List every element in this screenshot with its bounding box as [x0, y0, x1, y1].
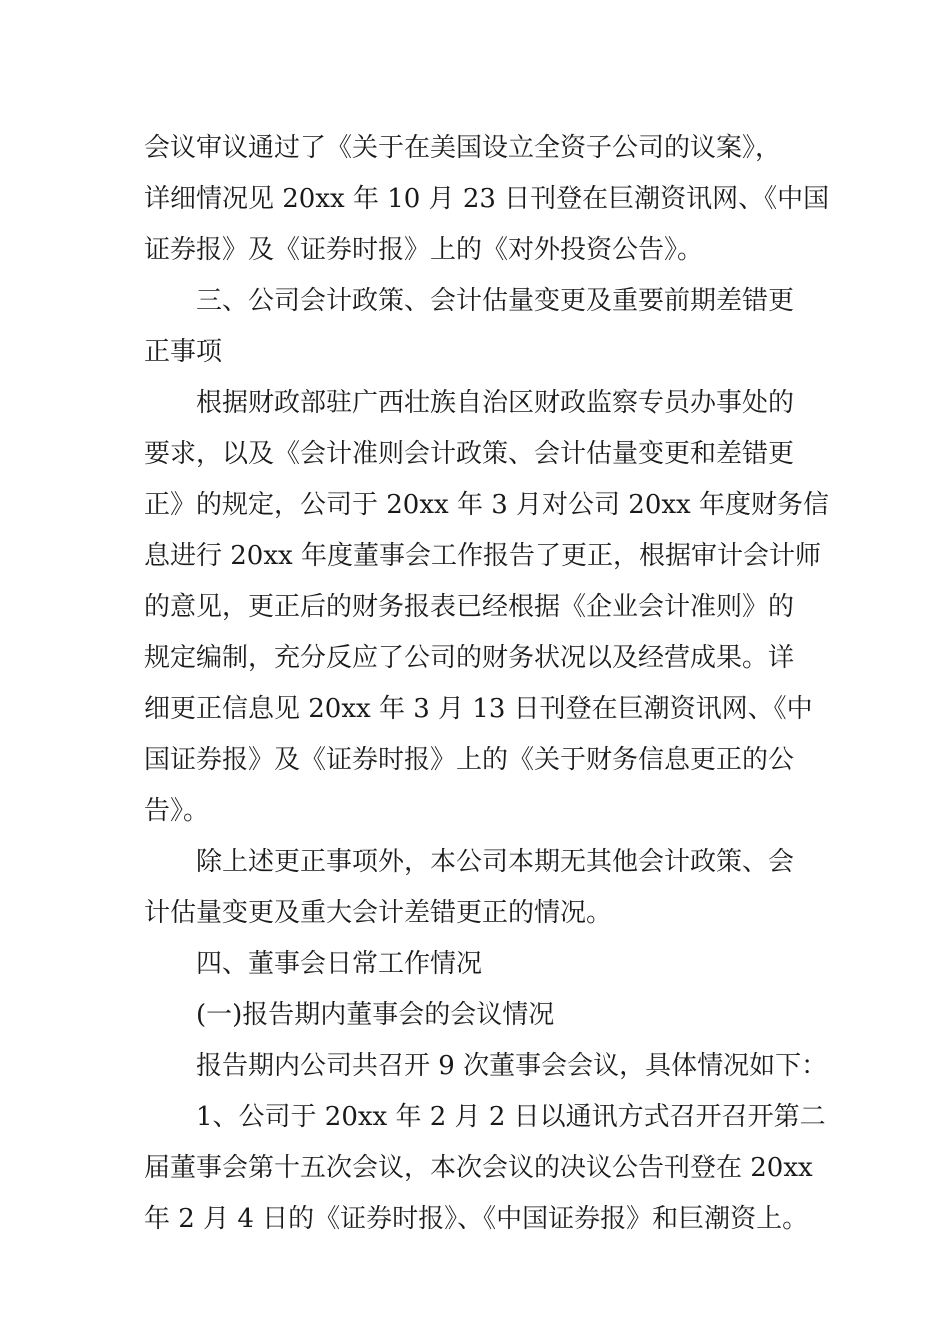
text-line-3: 证券报》及《证券时报》上的《对外投资公告》。	[144, 235, 704, 265]
text-line-14: 告》。	[144, 796, 210, 826]
text-line-6: 根据财政部驻广西壮族自治区财政监察专员办事处的	[196, 388, 795, 418]
text-line-19: 报告期内公司共召开 9 次董事会会议，具体情况如下：	[196, 1051, 828, 1081]
list-item-1-line-1: 1、公司于 20xx 年 2 月 2 日以通讯方式召开召开第二	[196, 1102, 826, 1132]
text-line-5: 正事项	[144, 337, 223, 367]
section-heading-3: 三、公司会计政策、会计估量变更及重要前期差错更	[196, 286, 795, 316]
text-line-8: 正》的规定，公司于 20xx 年 3 月对公司 20xx 年度财务信	[144, 490, 829, 520]
text-line-1: 会议审议通过了《关于在美国设立全资子公司的议案》，	[144, 133, 782, 163]
text-line-12: 细更正信息见 20xx 年 3 月 13 日刊登在巨潮资讯网、《中	[144, 694, 813, 724]
text-line-11: 规定编制，充分反应了公司的财务状况以及经营成果。详	[144, 643, 795, 673]
list-item-1-line-3: 年 2 月 4 日的《证券时报》、《中国证券报》和巨潮资上。	[144, 1204, 809, 1234]
text-line-13: 国证券报》及《证券时报》上的《关于财务信息更正的公	[144, 745, 795, 775]
subsection-heading-1: (一)报告期内董事会的会议情况	[196, 1000, 555, 1030]
text-line-16: 计估量变更及重大会计差错更正的情况。	[144, 898, 613, 928]
text-line-9: 息进行 20xx 年度董事会工作报告了更正，根据审计会计师	[144, 541, 821, 571]
text-line-7: 要求，以及《会计准则会计政策、会计估量变更和差错更	[144, 439, 795, 469]
text-line-2: 详细情况见 20xx 年 10 月 23 日刊登在巨潮资讯网、《中国	[144, 184, 830, 214]
text-line-10: 的意见，更正后的财务报表已经根据《企业会计准则》的	[144, 592, 795, 622]
section-heading-4: 四、董事会日常工作情况	[196, 949, 483, 979]
text-line-15: 除上述更正事项外，本公司本期无其他会计政策、会	[196, 847, 795, 877]
list-item-1-line-2: 届董事会第十五次会议，本次会议的决议公告刊登在 20xx	[144, 1153, 813, 1183]
